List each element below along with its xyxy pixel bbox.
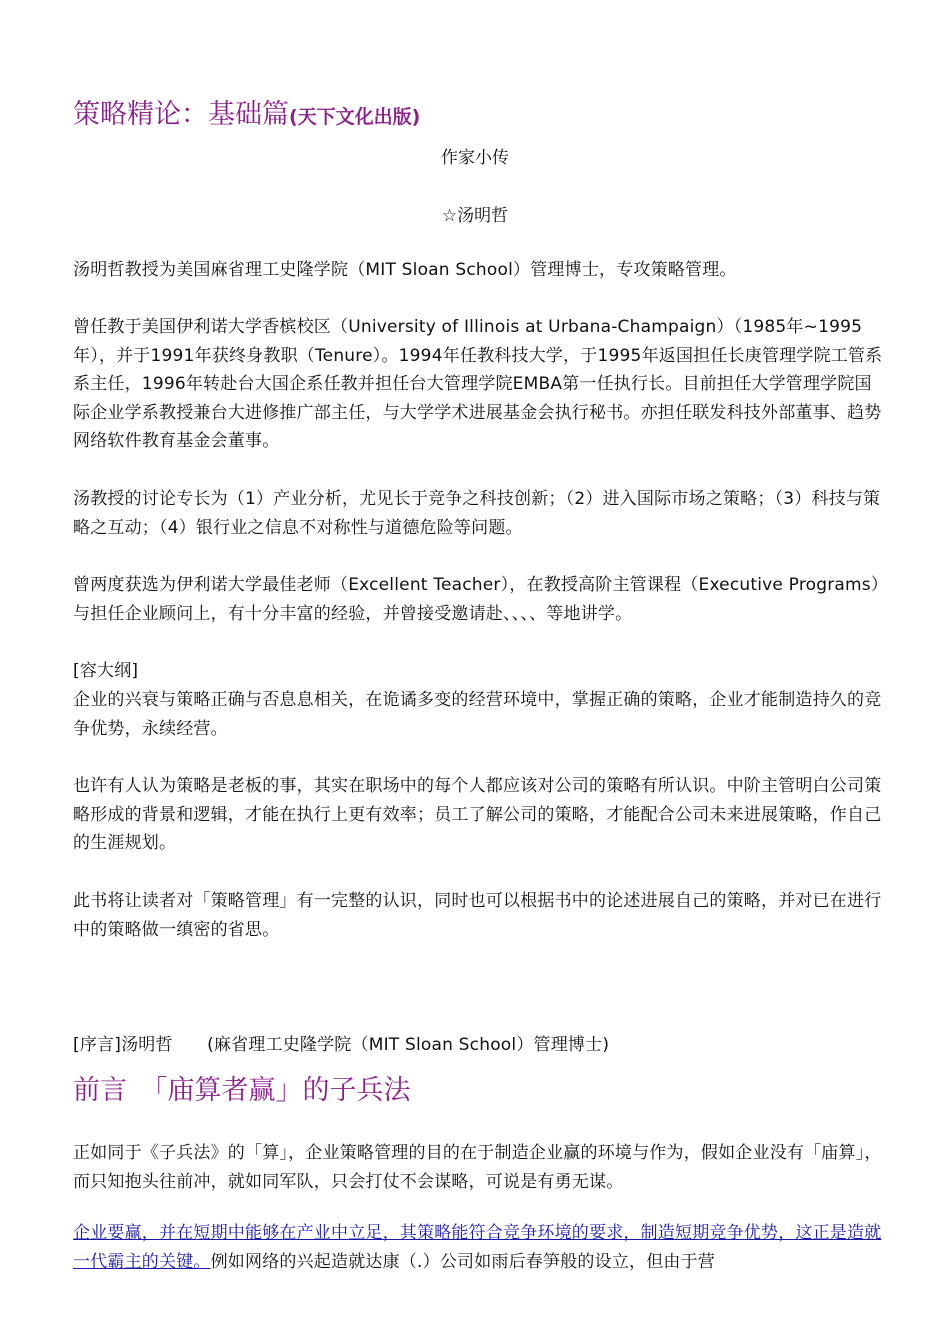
preface-title bbox=[73, 1068, 411, 1107]
outline-paragraph-3: 此书将让读者对「策略管理」有一完整的认识，同时也可以根据书中的论述进展自己的策略，并对已在进行中的策略做一缜密的省思。 bbox=[73, 891, 882, 940]
bio-paragraph-4: 曾两度获选为伊利诺大学最佳老师（Excellent Teacher），在教授高阶主管课程（Executive Programs）与担任企业顾问上，有十分丰富的经验，并曾接受邀请赴、、、、等地讲学。 bbox=[73, 575, 880, 624]
book-title-publisher: (天下文化出版) bbox=[289, 106, 421, 128]
book-title-main: 策略精论：基础篇 bbox=[73, 99, 289, 130]
bio-paragraph-3: 汤教授的讨论专长为（1）产业分析，尤见长于竞争之科技创新；（2）进入国际市场之策略；（3）科技与策略之互动；（4）银行业之信息不对称性与道德危险等问题。 bbox=[73, 489, 881, 538]
preface-link[interactable]: 企业要赢，并在短期中能够在产业中立足，其策略能符合竞争环境的要求，制造短期竞争优势，这正是造就一代霸主的关键。 bbox=[73, 1223, 882, 1272]
preface-title-text: 前言 「庙算者赢」的子兵法 bbox=[73, 1075, 411, 1106]
bio-paragraph-2: 曾任教于美国伊利诺大学香槟校区（University of Illinois at Urbana-Champaign）（1985年~1995年），并于1991年获终身教职（Tenure）。1994年任教科技大学，于1995年返国担任长庚管理学院工管系系主任，1996年转赴台大国企系任教并担任台大管理学院EMBA第一任执行长。目前担任大学管理学院国际企业学系教授兼台大进修推广部主任，与大学学术进展基金会执行秘书。亦担任联发科技外部董事、趋势网络软件教育基金会董事。 bbox=[73, 317, 883, 451]
bio-heading: 作家小传 bbox=[441, 148, 509, 168]
preface-paragraph-2 bbox=[73, 1219, 885, 1276]
bio-paragraph-1: 汤明哲教授为美国麻省理工史隆学院（MIT Sloan School）管理博士，专攻策略管理。 bbox=[73, 260, 737, 280]
preface-paragraph-1: 正如同于《子兵法》的「算」，企业策略管理的目的在于制造企业赢的环境与作为，假如企业没有「庙算」，而只知抱头往前冲，就如同军队，只会打仗不会谋略，可说是有勇无谋。 bbox=[73, 1143, 882, 1192]
outline-heading: [容大纲] bbox=[73, 661, 139, 681]
outline-paragraph-2: 也许有人认为策略是老板的事，其实在职场中的每个人都应该对公司的策略有所认识。中阶主管明白公司策略形成的背景和逻辑，才能在执行上更有效率；员工了解公司的策略，才能配合公司未来进展策略，作自己的生涯规划。 bbox=[73, 776, 882, 853]
author-line: ☆汤明哲 bbox=[441, 206, 509, 226]
outline-paragraph-1: 企业的兴衰与策略正确与否息息相关，在诡谲多变的经营环境中，掌握正确的策略，企业才能制造持久的竞争优势，永续经营。 bbox=[73, 690, 882, 739]
preface-paragraph-2-rest: 例如网络的兴起造就达康（.）公司如雨后春笋般的设立，但由于营 bbox=[210, 1251, 716, 1272]
book-title bbox=[73, 92, 420, 131]
preface-line: [序言]汤明哲 (麻省理工史隆学院（MIT Sloan School）管理博士) bbox=[73, 1035, 610, 1055]
